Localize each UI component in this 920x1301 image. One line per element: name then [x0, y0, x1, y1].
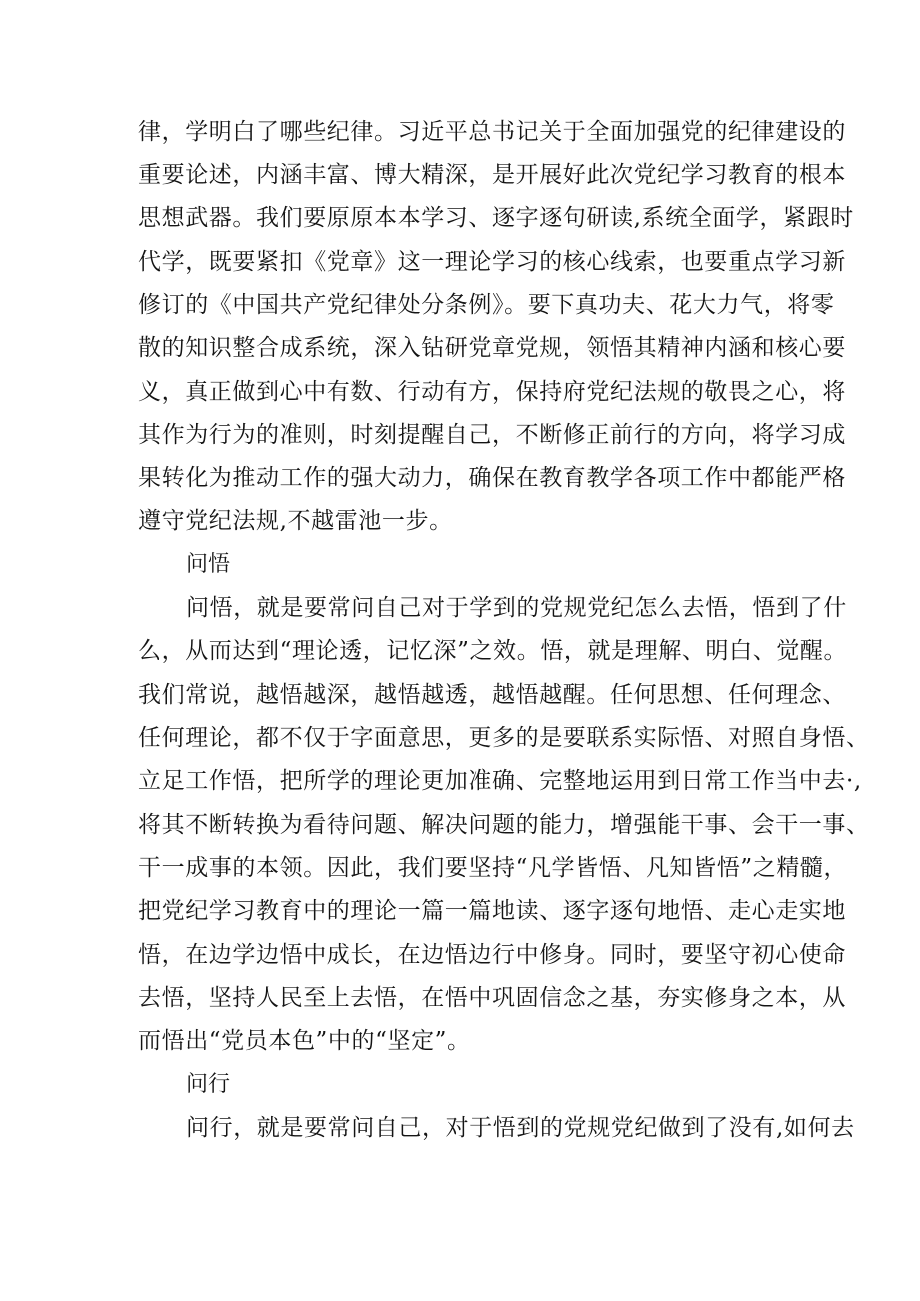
paragraph-line: 律，学明白了哪些纪律。习近平总书记关于全面加强党的纪律建设的: [138, 119, 846, 145]
section-heading-wenxing: 问行: [186, 1072, 231, 1097]
paragraph-line: 遵守党纪法规,不越雷池一步。: [138, 508, 453, 534]
paragraph-line: 悟，在边学边悟中成长，在边悟边行中修身。同时，要坚守初心使命: [138, 942, 846, 968]
paragraph-line: 立足工作悟，把所学的理论更加准确、完整地运用到日常工作当中去·,: [138, 768, 862, 794]
paragraph-line: 问悟，就是要常问自己对于学到的党规党纪怎么去悟，悟到了什: [186, 595, 847, 621]
paragraph-line: 重要论述，内涵丰富、博大精深，是开展好此次党纪学习教育的根本: [138, 162, 846, 188]
paragraph-line: 代学，既要紧扣《党章》这一理论学习的核心线索，也要重点学习新: [138, 249, 846, 275]
paragraph-line: 问行，就是要常问自己，对于悟到的党规党纪做到了没有,如何去: [186, 1115, 855, 1141]
paragraph-line: 干一成事的本领。因此，我们要坚持“凡学皆悟、凡知皆悟”之精髓，: [138, 855, 848, 881]
paragraph-line: 散的知识整合成系统，深入钻研党章党规，领悟其精神内涵和核心要: [138, 335, 846, 361]
paragraph-line: 去悟，坚持人民至上去悟，在悟中巩固信念之基，夯实修身之本，从: [138, 985, 846, 1011]
paragraph-line: 其作为行为的准则，时刻提醒自己，不断修正前行的方向，将学习成: [138, 422, 846, 448]
paragraph-line: 将其不断转换为看待问题、解决问题的能力，增强能干事、会干一事、: [138, 812, 870, 838]
paragraph-line: 修订的《中国共产党纪律处分条例》。要下真功夫、花大力气，将零: [138, 292, 835, 318]
paragraph-line: 我们常说，越悟越深，越悟越透，越悟越醒。任何思想、任何理念、: [138, 682, 846, 708]
paragraph-line: 任何理论，都不仅于字面意思，更多的是要联系实际悟、对照自身悟、: [138, 725, 870, 751]
paragraph-line: 果转化为推动工作的强大动力，确保在教育教学各项工作中都能严格: [138, 465, 846, 491]
paragraph-line: 么，从而达到“理论透，记忆深”之效。悟，就是理解、明白、觉醒。: [138, 638, 848, 664]
paragraph-line: 义，真正做到心中有数、行动有方，保持府党纪法规的敬畏之心，将: [138, 379, 846, 405]
section-heading-wenwu: 问悟: [186, 552, 231, 577]
paragraph-line: 思想武器。我们要原原本本学习、逐字逐句研读,系统全面学，紧跟时: [138, 205, 854, 231]
paragraph-line: 而悟出“党员本色”中的“坚定”。: [138, 1028, 471, 1054]
paragraph-line: 把党纪学习教育中的理论一篇一篇地读、逐字逐句地悟、走心走实地: [138, 898, 846, 924]
